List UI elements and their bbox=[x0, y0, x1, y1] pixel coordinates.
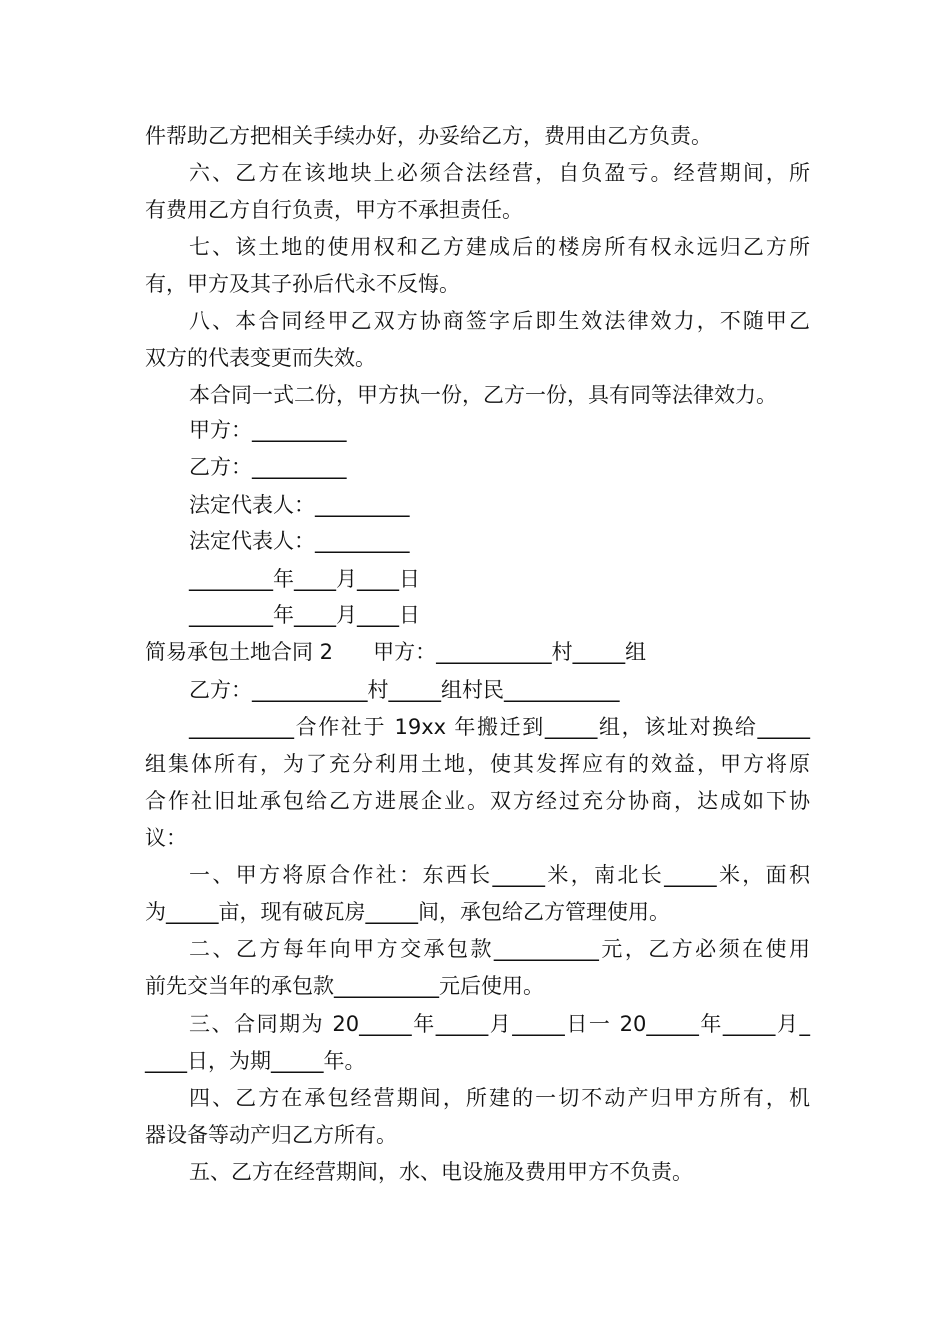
paragraph-line: 本合同一式二份，甲方执一份，乙方一份，具有同等法律效力。 bbox=[189, 383, 777, 407]
paragraph-line: 二、乙方每年向甲方交承包款__________元，乙方必须在使用 bbox=[189, 937, 810, 961]
paragraph-line: 四、乙方在承包经营期间，所建的一切不动产归甲方所有，机 bbox=[189, 1086, 810, 1110]
paragraph-line: 有，甲方及其子孙后代永不反悔。 bbox=[145, 272, 460, 296]
paragraph-line: 前先交当年的承包款__________元后使用。 bbox=[145, 974, 544, 998]
paragraph-line: 一、甲方将原合作社：东西长_____米，南北长_____米，面积 bbox=[189, 863, 810, 887]
paragraph-line: 器设备等动产归乙方所有。 bbox=[145, 1123, 397, 1147]
signature-date: ________年____月____日 bbox=[189, 603, 420, 627]
signature-party-b: 乙方：_________ bbox=[189, 455, 347, 479]
paragraph-line: 为_____亩，现有破瓦房_____间，承包给乙方管理使用。 bbox=[145, 900, 670, 924]
signature-date: ________年____月____日 bbox=[189, 567, 420, 591]
paragraph-line: 三、合同期为 20_____年_____月_____日一 20_____年_____月_ bbox=[189, 1012, 810, 1036]
paragraph-line: ____日，为期_____年。 bbox=[145, 1049, 366, 1073]
paragraph-line: 六、乙方在该地块上必须合法经营，自负盈亏。经营期间，所 bbox=[189, 161, 810, 185]
signature-party-a: 甲方：_________ bbox=[189, 418, 347, 442]
paragraph-line: 有费用乙方自行负责，甲方不承担责任。 bbox=[145, 198, 523, 222]
paragraph-line: 五、乙方在经营期间，水、电设施及费用甲方不负责。 bbox=[189, 1160, 693, 1184]
paragraph-line: 件帮助乙方把相关手续办好，办妥给乙方，费用由乙方负责。 bbox=[145, 124, 712, 148]
paragraph-line: 七、该土地的使用权和乙方建成后的楼房所有权永远归乙方所 bbox=[189, 235, 810, 259]
paragraph-line: 乙方：___________村_____组村民___________ bbox=[189, 678, 620, 702]
paragraph-line: 议： bbox=[145, 826, 187, 850]
paragraph-line: 组集体所有，为了充分利用土地，使其发挥应有的效益，甲方将原 bbox=[145, 752, 810, 776]
signature-representative: 法定代表人：_________ bbox=[189, 529, 410, 553]
paragraph-line: 合作社旧址承包给乙方进展企业。双方经过充分协商，达成如下协 bbox=[145, 789, 810, 813]
paragraph-line: __________合作社于 19xx 年搬迁到_____组，该址对换给_____ bbox=[189, 715, 810, 739]
paragraph-line: 八、本合同经甲乙双方协商签字后即生效法律效力，不随甲乙 bbox=[189, 309, 810, 333]
contract-title-line: 简易承包土地合同 2 甲方：___________村_____组 bbox=[145, 640, 647, 664]
signature-representative: 法定代表人：_________ bbox=[189, 493, 410, 517]
paragraph-line: 双方的代表变更而失效。 bbox=[145, 346, 376, 370]
